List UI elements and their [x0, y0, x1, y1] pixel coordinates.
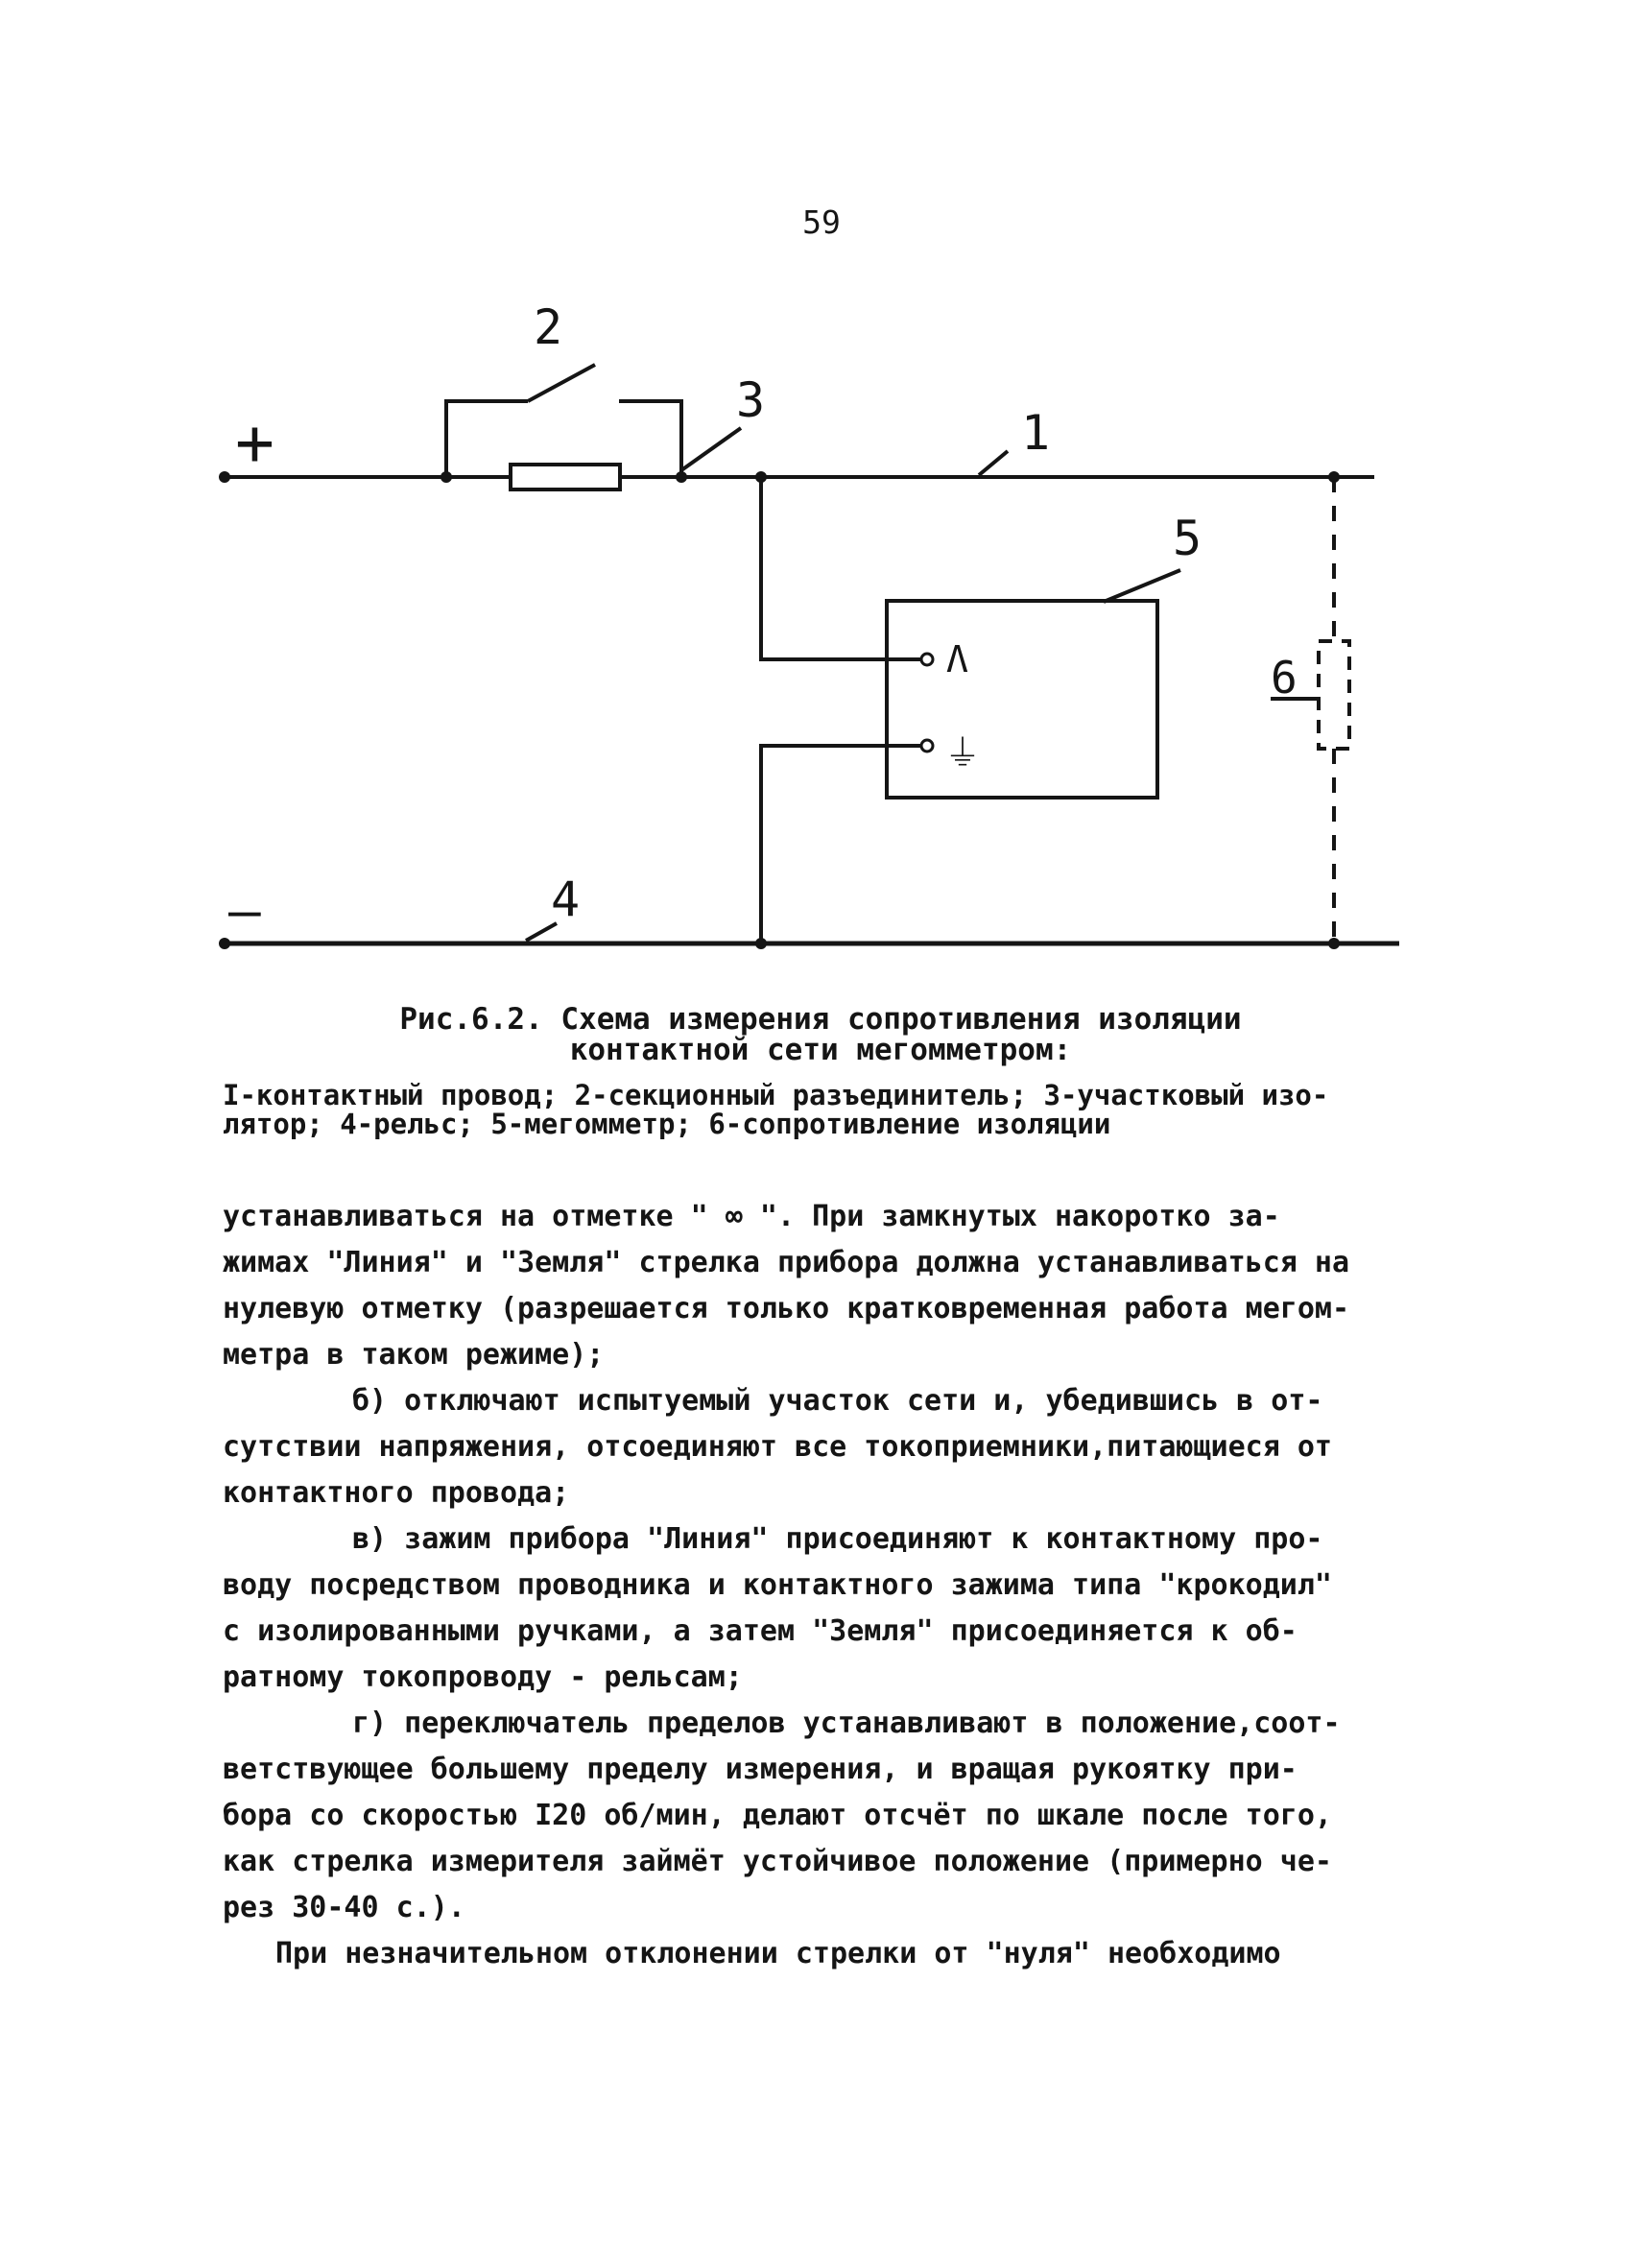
page-number: 59	[802, 203, 841, 241]
insulation-resistance	[1319, 641, 1349, 749]
junction-node	[755, 938, 767, 949]
line-terminal	[921, 654, 933, 665]
junction-node	[1328, 471, 1340, 483]
caption-line: контактной сети мегомметром:	[569, 1033, 1072, 1067]
line-terminal-wire	[761, 477, 923, 659]
text-line: ветствующее большему пределу измерения, и вращая рукоятку при-	[223, 1753, 1298, 1786]
junction-node	[1328, 938, 1340, 949]
section-insulator	[511, 465, 620, 489]
legend-line: I-контактный провод; 2-секционный разъединитель; 3-участковый изо-	[223, 1079, 1329, 1111]
junction-node	[755, 471, 767, 483]
text-line: жимах "Линия" и "Земля" стрелка прибора должна устанавливаться на	[223, 1246, 1349, 1279]
plus-terminal-node	[219, 471, 230, 483]
label-3: 3	[736, 372, 766, 428]
junction-node	[676, 471, 687, 483]
label-4: 4	[551, 871, 581, 927]
figure-caption	[374, 1004, 1267, 1065]
text-line: контактного провода;	[223, 1476, 570, 1510]
minus-sign: —	[228, 880, 261, 943]
text-line: сутствии напряжения, отсоединяют все токоприемники,питающиеся от	[223, 1430, 1332, 1464]
label-3-leader	[681, 428, 741, 470]
label-1: 1	[1021, 405, 1051, 461]
text-line: метра в таком режиме);	[223, 1338, 605, 1372]
label-2: 2	[534, 299, 563, 355]
junction-node	[441, 471, 452, 483]
text-line: как стрелка измерителя займёт устойчивое положение (примерно че-	[223, 1845, 1332, 1878]
section-switch-blade	[528, 365, 595, 401]
label-1-leader	[979, 451, 1008, 475]
figure-legend	[223, 1081, 1432, 1138]
text-line: б) отключают испытуемый участок сети и, убедившись в от-	[352, 1384, 1323, 1418]
text-line: При незначительном отклонении стрелки от "нуля" необходимо	[275, 1937, 1281, 1970]
switch-bypass-wire-right	[619, 401, 681, 477]
text-line: воду посредством проводника и контактного зажима типа "крокодил"	[223, 1568, 1332, 1602]
label-5-leader	[1104, 570, 1180, 602]
megohmmeter-box	[887, 601, 1157, 798]
text-line: рез 30-40 с.).	[223, 1891, 465, 1924]
ground-terminal-wire	[761, 746, 923, 943]
legend-line: лятор; 4-рельс; 5-мегомметр; 6-сопротивление изоляции	[223, 1108, 1111, 1140]
circuit-diagram	[0, 0, 1643, 998]
body-text	[223, 1194, 1430, 1977]
caption-line: Рис.6.2. Схема измерения сопротивления изоляции	[399, 1002, 1242, 1037]
text-line: в) зажим прибора "Линия" присоединяют к контактному про-	[352, 1522, 1323, 1556]
line-terminal-label: Λ	[946, 638, 968, 680]
ground-terminal	[921, 740, 933, 752]
label-6: 6	[1271, 652, 1298, 704]
text-line: г) переключатель пределов устанавливают в положение,соот-	[352, 1707, 1341, 1740]
text-line: с изолированными ручками, а затем "Земля" присоединяется к об-	[223, 1614, 1298, 1648]
label-5: 5	[1173, 511, 1202, 566]
plus-sign: +	[235, 405, 274, 481]
text-line: нулевую отметку (разрешается только кратковременная работа мегом-	[223, 1292, 1349, 1325]
text-line: ратному токопроводу - рельсам;	[223, 1660, 743, 1694]
text-line: бора со скоростью I20 об/мин, делают отсчёт по шкале после того,	[223, 1799, 1332, 1832]
ground-terminal-label: ⏚	[944, 732, 982, 775]
text-line: устанавливаться на отметке " ∞ ". При замкнутых накоротко за-	[223, 1200, 1280, 1233]
